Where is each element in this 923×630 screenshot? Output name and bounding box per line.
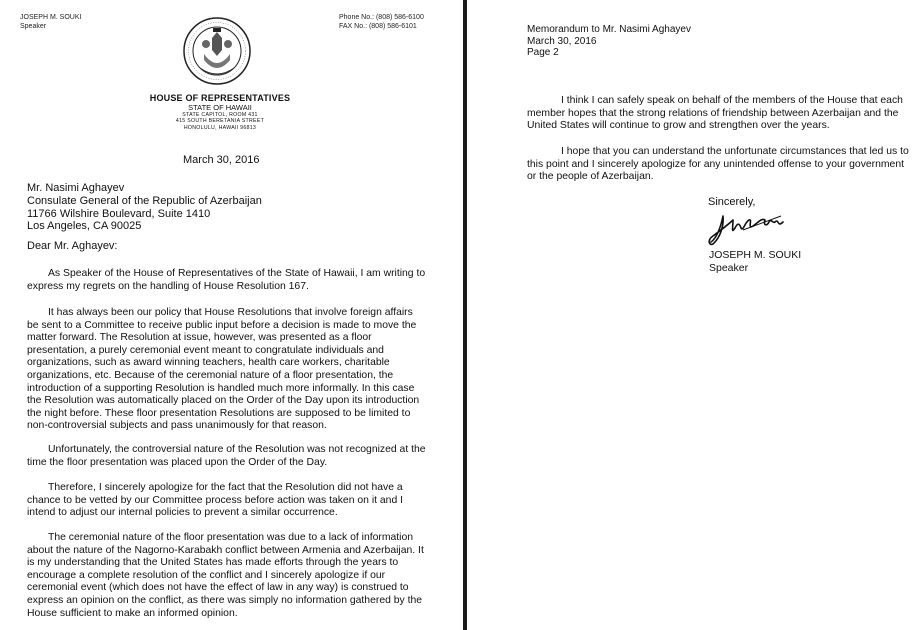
memo-line: Page 2 — [527, 47, 559, 59]
org-state: STATE OF HAWAII — [188, 103, 252, 112]
letterhead — [120, 93, 320, 131]
sender-name: JOSEPH M. SOUKI — [20, 14, 82, 21]
memo-header — [527, 24, 691, 59]
state-seal-icon — [182, 16, 252, 86]
org-address-3: HONOLULU, HAWAII 96813 — [183, 124, 257, 131]
recipient-address — [27, 182, 262, 233]
signatory-name: JOSEPH M. SOUKI — [709, 249, 802, 261]
org-name: HOUSE OF REPRESENTATIVES — [149, 93, 291, 103]
org-address-1: STATE CAPITOL, ROOM 431 — [182, 112, 258, 118]
letter-page-2 — [467, 0, 923, 630]
body-paragraph: I think I can safely speak on behalf of the members of the House that each member hopes that the strong relations of friendship between Azerbaijan and the United States will continue to grow and strengthen over the years. — [527, 95, 903, 132]
contact-block — [339, 14, 424, 31]
body-paragraph: Unfortunately, the controversial nature of the Resolution was not recognized at the time the floor presentation was placed upon the Order of the Day. — [27, 444, 426, 468]
body-paragraph: It has always been our policy that House Resolutions that involve foreign affairs be sent to a Committee to receive public input before a decision is made to move the matter forward. The Resolution at issue, however, was presented as a floor presentation, a purely ceremonial event meant to congratulate individuals and organizations, such as award winning teachers, health care workers, charitable organizations, etc. Because of the ceremonial nature of a floor presentation, the introduction of a supporting Resolution is handled much more informally. In this case the Resolution was automatically placed on the Order of the Day upon its introduction the night before. These floor presentation Resolutions are supposed to be limited to non-controversial subjects and pass unanimously for that reason. — [27, 307, 420, 432]
signature-block — [709, 249, 801, 274]
letter-date: March 30, 2016 — [183, 154, 260, 166]
recipient-line: Los Angeles, CA 90025 — [27, 220, 142, 233]
signatory-title: Speaker — [709, 261, 749, 274]
closing: Sincerely, — [708, 196, 756, 208]
org-address-2: 415 SOUTH BERETANIA STREET — [175, 118, 265, 125]
salutation: Dear Mr. Aghayev: — [27, 240, 118, 252]
recipient-line: 11766 Wilshire Boulevard, Suite 1410 — [27, 207, 211, 220]
body-paragraph: The ceremonial nature of the floor presentation was due to a lack of information about the nature of the Nagorno-Karabakh conflict between Armenia and Azerbaijan. It is my understanding that the United States has made efforts through the years to encourage a complete resolution of the conflict and I sincerely apologize if our ceremonial event (which does not have the effect of law in any way) is construed to express an opinion on the conflict, as there was simply no information gathered by the House sufficient to make an informed opinion. — [27, 532, 424, 619]
memo-line: Memorandum to Mr. Nasimi Aghayev — [527, 24, 691, 35]
recipient-line: Consulate General of the Republic of Azerbaijan — [27, 194, 262, 207]
recipient-line: Mr. Nasimi Aghayev — [27, 182, 125, 194]
fax-number: FAX No.: (808) 586-6101 — [339, 22, 417, 30]
memo-line: March 30, 2016 — [527, 35, 597, 47]
handwritten-signature — [703, 208, 803, 248]
sender-block — [20, 14, 81, 31]
body-paragraph: I hope that you can understand the unfortunate circumstances that led us to this point and I sincerely apologize for any unintended offense to your government or the people of Azerbaijan. — [527, 146, 909, 183]
sender-title: Speaker — [20, 22, 47, 30]
phone-number: Phone No.: (808) 586-6100 — [339, 14, 424, 21]
body-paragraph: As Speaker of the House of Representatives of the State of Hawaii, I am writing to express my regrets on the handling of House Resolution 167. — [27, 268, 426, 292]
body-paragraph: Therefore, I sincerely apologize for the fact that the Resolution did not have a chance to be vetted by our Committee process before action was taken on it and I intend to adjust our internal policies to prevent a similar occurrence. — [27, 482, 404, 519]
